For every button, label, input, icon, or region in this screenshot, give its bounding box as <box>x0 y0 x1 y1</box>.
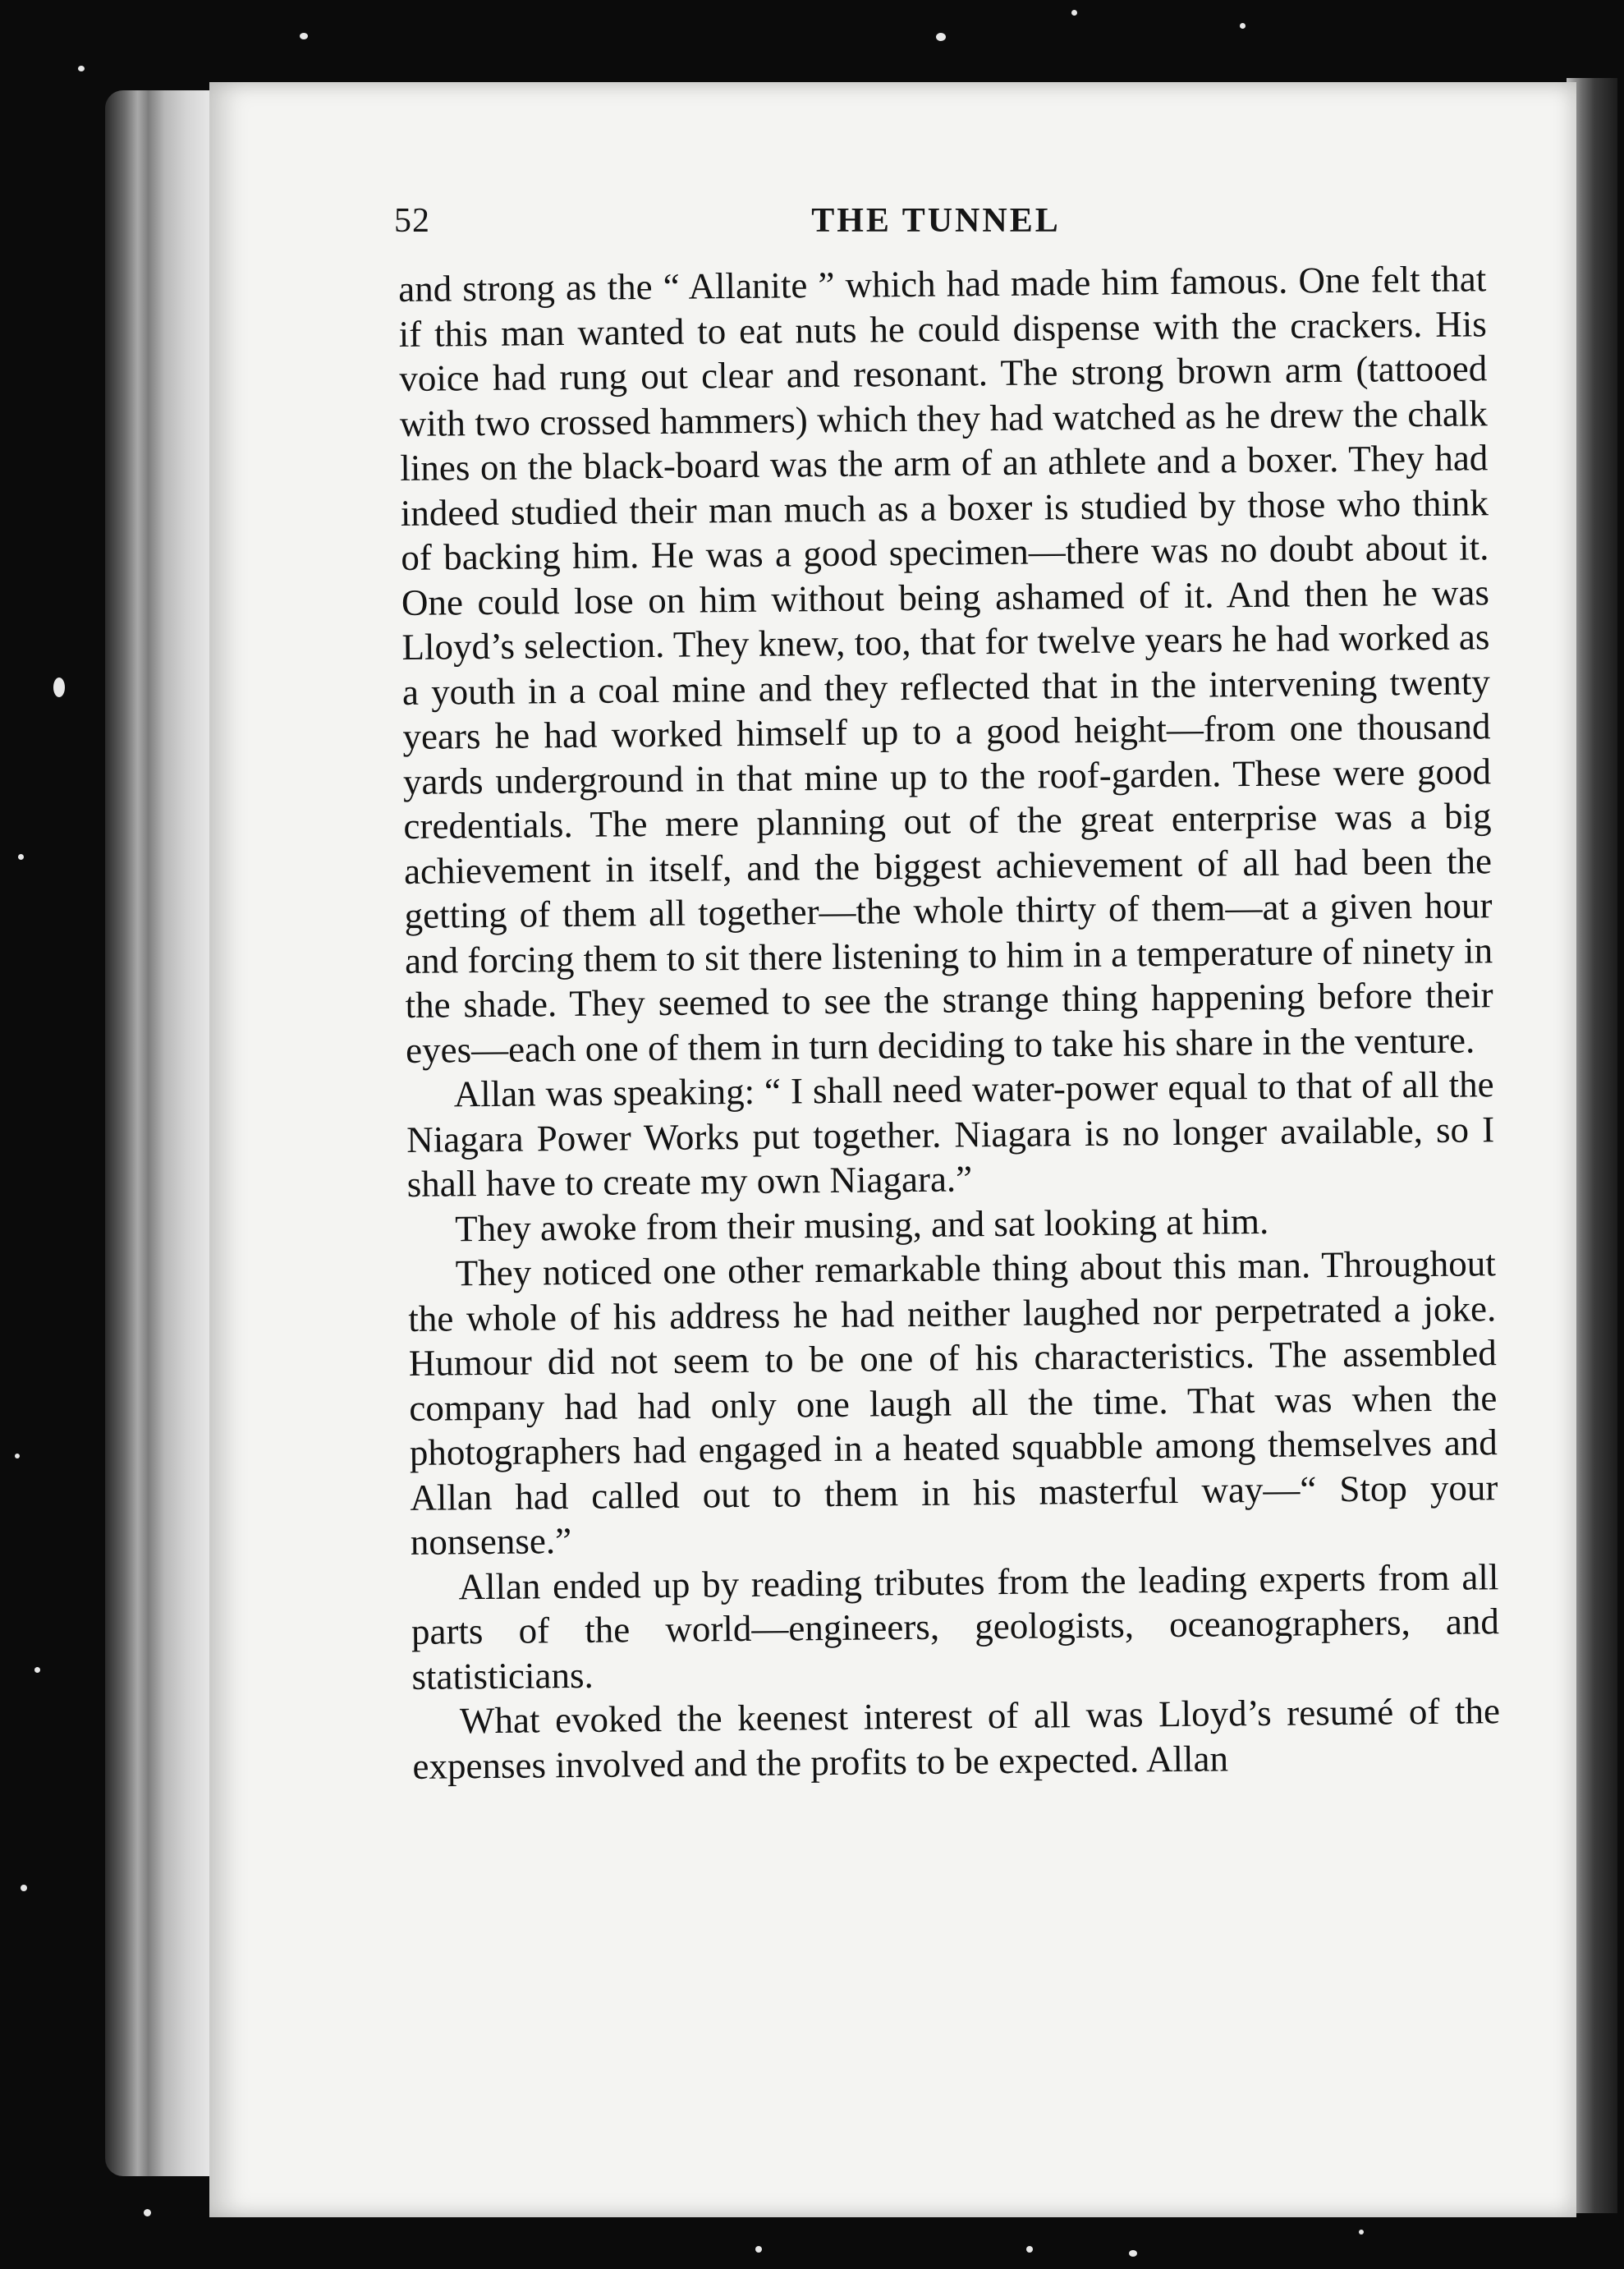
paragraph: Allan was speaking: “ I shall need water-power equal to that of all the Niagara Power Works put together. Niagara is no longer available, so I shall have to create my own Niagara.” <box>406 1063 1495 1205</box>
book-page <box>209 82 1576 2217</box>
dust-speck <box>1071 10 1077 16</box>
dust-speck <box>53 677 65 697</box>
paragraph: What evoked the keenest interest of all was Lloyd’s resumé of the expenses involved and the profits to be expected. Allan <box>412 1690 1501 1787</box>
dust-speck <box>144 2209 151 2216</box>
paragraph: Allan ended up by reading tributes from the leading experts from all parts of the world—engineers, geologists, oceanographers, and statisticians. <box>411 1555 1500 1697</box>
dust-speck <box>1240 23 1246 29</box>
page-body <box>398 256 1501 1789</box>
book-spine-edge <box>105 90 213 2176</box>
page-number: 52 <box>394 202 430 240</box>
paragraph: and strong as the “ Allanite ” which had made him famous. One felt that if this man wanted to eat nuts he could dispense with the crackers. His voice had rung out clear and resonant. The strong brown arm (tattooed with two crossed hammers) which they had watched as he drew the chalk lines on the black-board was the arm of an athlete and a boxer. They had indeed studied their man much as a boxer is studied by those who think of backing him. He was a good specimen—there was no doubt about it. One could lose on him without being ashamed of it. And then he was Lloyd’s selection. They knew, too, that for twelve years he had worked as a youth in a coal mine and they reflected that in the intervening twenty years he had worked himself up to a good height—from one thousand yards underground in that mine up to the roof-garden. These were good credentials. The mere planning out of the great enterprise was a big achievement in itself, and the biggest achievement of all had been the getting of them all together—the whole thirty of them—at a given hour and forcing them to sit there listening to him in a temperature of ninety in the shade. They seemed to see the strange thing happening before their eyes—each one of them in turn deciding to take his share in the venture. <box>398 258 1493 1071</box>
paragraph: They noticed one other remarkable thing about this man. Throughout the whole of his address he had neither laughed nor perpetrated a joke. Humour did not seem to be one of his characteristics. The assembled company had had only one laugh all the time. That was when the photographers had engaged in a heated squabble among themselves and Allan had called out to them in his masterful way—“ Stop your nonsense.” <box>408 1242 1498 1563</box>
dust-speck <box>1129 2250 1137 2257</box>
dust-speck <box>15 1454 20 1458</box>
dust-speck <box>1359 2230 1364 2235</box>
dust-speck <box>755 2246 762 2253</box>
dust-speck <box>78 66 85 71</box>
page-header <box>394 201 1478 250</box>
paragraph: They awoke from their musing, and sat looking at him. <box>455 1200 1269 1249</box>
dust-speck <box>18 854 24 860</box>
dust-speck <box>21 1885 27 1891</box>
dust-speck <box>34 1667 40 1673</box>
running-title: THE TUNNEL <box>811 202 1061 240</box>
dust-speck <box>1026 2246 1033 2253</box>
dust-speck <box>300 33 308 39</box>
dust-speck <box>936 33 946 41</box>
